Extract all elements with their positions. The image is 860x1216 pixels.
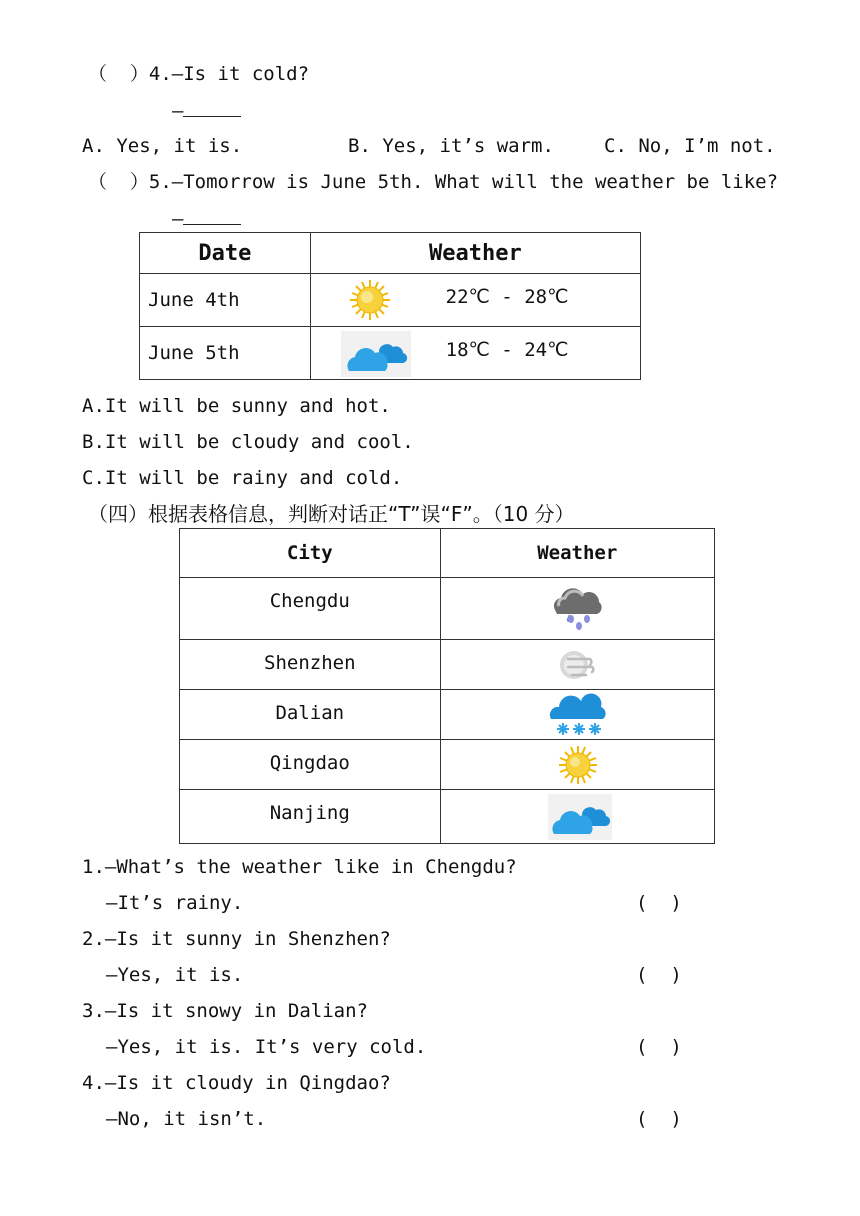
answer-dash: — <box>172 100 184 122</box>
date-cell: June 4th <box>140 274 311 327</box>
answer-blank[interactable] <box>183 98 241 117</box>
city-cell: Chengdu <box>180 578 441 640</box>
q4-answer-line[interactable] <box>172 98 241 123</box>
city-cell: Nanjing <box>180 790 441 844</box>
temperature-range: 22℃ - 28℃ <box>445 286 569 308</box>
q5-answer-line[interactable] <box>172 206 241 231</box>
tf-answer-2: —Yes, it is. <box>106 964 244 986</box>
answer-dash: — <box>172 208 184 230</box>
section-title: （四）根据表格信息，判断对话正“T”误“F”。（10 分） <box>88 502 575 526</box>
city-weather-table <box>179 528 715 844</box>
header-date: Date <box>140 233 311 274</box>
date-cell: June 5th <box>140 327 311 380</box>
q4-option-a: A. Yes, it is. <box>82 135 243 157</box>
q4-option-c: C. No, I’m not. <box>604 135 776 157</box>
city-cell: Dalian <box>180 690 441 740</box>
sun-icon <box>345 278 395 322</box>
city-cell: Shenzhen <box>180 640 441 690</box>
answer-blank[interactable] <box>183 206 241 225</box>
tf-answer-box-3[interactable]: ( ) <box>636 1036 682 1058</box>
q5-option-c: C.It will be rainy and cold. <box>82 467 403 489</box>
table-row <box>180 578 715 640</box>
weather-cell <box>310 327 640 380</box>
table-row <box>140 274 641 327</box>
table-row <box>180 790 715 844</box>
q5-option-b: B.It will be cloudy and cool. <box>82 431 414 453</box>
q4-stem: （ ）4.—Is it cold? <box>88 63 310 85</box>
wind-icon <box>558 645 598 685</box>
q5-stem: （ ）5.—Tomorrow is June 5th. What will the weather be like? <box>88 171 779 193</box>
cloud-icon <box>341 331 411 377</box>
tf-answer-box-1[interactable]: ( ) <box>636 892 682 914</box>
cloud-icon <box>548 794 612 840</box>
weather-cell <box>440 640 714 690</box>
q4-option-b: B. Yes, it’s warm. <box>348 135 554 157</box>
tf-question-3: 3.—Is it snowy in Dalian? <box>82 1000 368 1022</box>
city-cell: Qingdao <box>180 740 441 790</box>
weather-cell <box>310 274 640 327</box>
header-city: City <box>180 529 441 578</box>
table-row <box>180 640 715 690</box>
tf-answer-box-2[interactable]: ( ) <box>636 964 682 986</box>
header-weather: Weather <box>310 233 640 274</box>
date-weather-table <box>139 232 641 380</box>
snow-cloud-icon <box>547 693 609 737</box>
tf-answer-4: —No, it isn’t. <box>106 1108 267 1130</box>
weather-cell <box>440 790 714 844</box>
weather-cell <box>440 740 714 790</box>
rain-cloud-icon <box>549 584 607 632</box>
q5-option-a: A.It will be sunny and hot. <box>82 395 391 417</box>
table-row <box>180 740 715 790</box>
tf-answer-box-4[interactable]: ( ) <box>636 1108 682 1130</box>
weather-cell <box>440 690 714 740</box>
temperature-range: 18℃ - 24℃ <box>445 339 569 361</box>
sun-icon <box>557 744 599 786</box>
table-row <box>140 327 641 380</box>
weather-cell <box>440 578 714 640</box>
tf-answer-3: —Yes, it is. It’s very cold. <box>106 1036 427 1058</box>
tf-question-4: 4.—Is it cloudy in Qingdao? <box>82 1072 391 1094</box>
tf-question-1: 1.—What’s the weather like in Chengdu? <box>82 856 517 878</box>
header-weather: Weather <box>440 529 714 578</box>
tf-answer-1: —It’s rainy. <box>106 892 244 914</box>
table-row <box>180 690 715 740</box>
tf-question-2: 2.—Is it sunny in Shenzhen? <box>82 928 391 950</box>
